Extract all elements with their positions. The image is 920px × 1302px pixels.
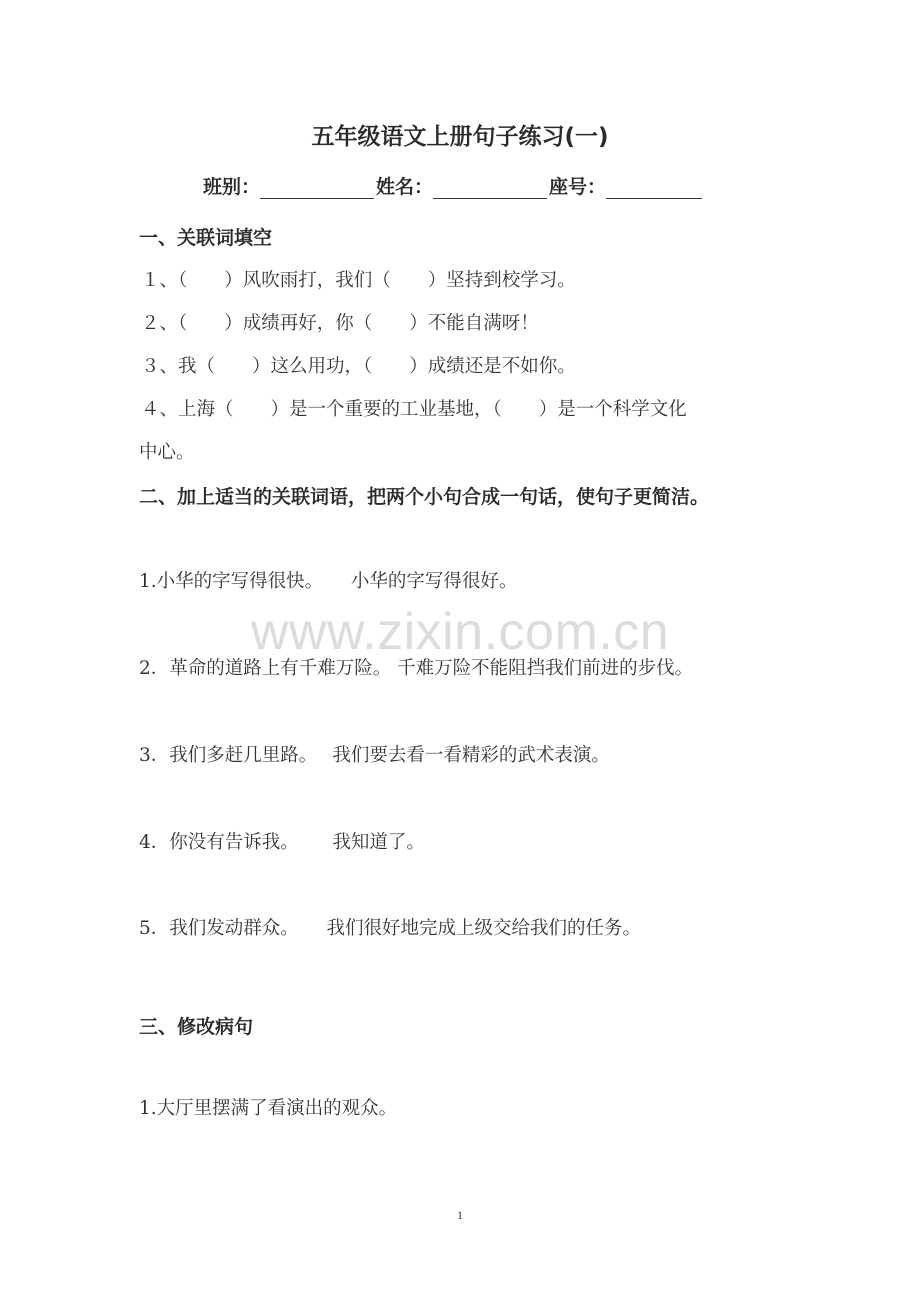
combine-item-3: 3．我们多赶几里路。 我们要去看一看精彩的武术表演。 (139, 745, 610, 766)
combine-item-2: 2．革命的道路上有千难万险。 千难万险不能阻挡我们前进的步伐。 (139, 658, 694, 679)
name-label: 姓名： (376, 176, 434, 198)
page-number: 1 (457, 1208, 463, 1222)
section-heading-1: 一、关联词填空 (139, 227, 273, 249)
class-label: 班别： (203, 176, 261, 198)
name-blank[interactable] (433, 176, 547, 199)
fill-item-3: ３、我（ ）这么用功，（ ）成绩还是不如你。 (141, 356, 576, 377)
student-info-row (203, 172, 704, 199)
section-heading-2: 二、加上适当的关联词语，把两个小句合成一句话，使句子更简洁。 (139, 486, 710, 508)
fill-item-1: １、（ ）风吹雨打，我们（ ）坚持到校学习。 (141, 270, 576, 291)
combine-item-1: 1.小华的字写得很快。 小华的字写得很好。 (139, 571, 518, 592)
fill-item-4: ４、上海（ ）是一个重要的工业基地，（ ）是一个科学文化 (141, 399, 687, 420)
class-blank[interactable] (260, 176, 374, 199)
page-title: 五年级语文上册句子练习(一) (311, 124, 609, 150)
combine-item-5: 5．我们发动群众。 我们很好地完成上级交给我们的任务。 (139, 918, 642, 939)
seat-blank[interactable] (606, 176, 702, 199)
correction-item-1: 1.大厅里摆满了看演出的观众。 (139, 1098, 398, 1119)
fill-item-2: ２、（ ）成绩再好，你（ ）不能自满呀！ (141, 313, 539, 334)
fill-item-4-cont: 中心。 (139, 442, 195, 463)
seat-label: 座号： (549, 176, 607, 198)
watermark-text: www.zixin.com.cn (250, 603, 670, 661)
combine-item-4: 4．你没有告诉我。 我知道了。 (139, 832, 425, 853)
section-heading-3: 三、修改病句 (139, 1016, 254, 1038)
